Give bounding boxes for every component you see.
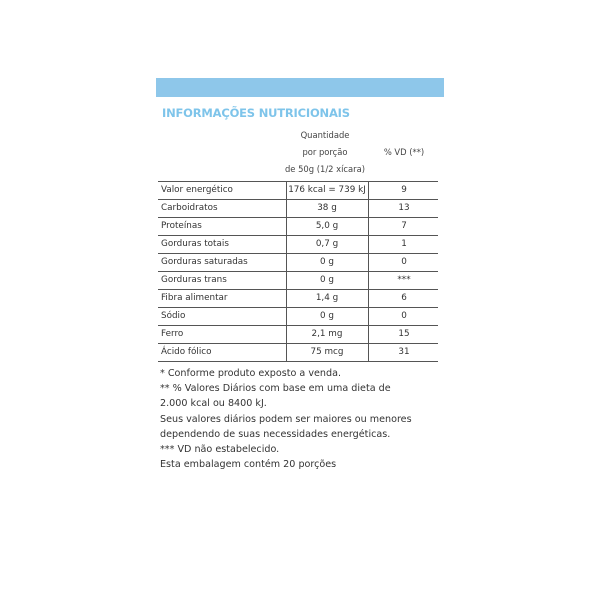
nutrition-table (158, 181, 438, 362)
quantity-header-line: de 50g (1/2 xícara) (284, 164, 366, 174)
nutrient-vd: 31 (398, 347, 410, 357)
table-row (158, 344, 438, 362)
nutrient-quantity: 0 g (320, 275, 334, 285)
nutrient-name: Ferro (161, 329, 184, 339)
nutrient-name: Gorduras trans (161, 275, 227, 285)
nutrient-name: Valor energético (161, 185, 233, 195)
footnote-line: * Conforme produto exposto a venda. (160, 368, 342, 379)
nutrient-name: Gorduras totais (161, 239, 229, 249)
vd-column-header: % VD (**) (383, 147, 425, 157)
nutrient-vd: 0 (401, 257, 407, 267)
table-row (158, 326, 438, 344)
table-row (158, 272, 438, 290)
nutrient-name: Carboidratos (161, 203, 218, 213)
table-row (158, 254, 438, 272)
nutrient-name: Gorduras saturadas (161, 257, 248, 267)
nutrient-quantity: 0 g (320, 311, 334, 321)
nutrient-quantity: 38 g (317, 203, 337, 213)
footnote-line: *** VD não estabelecido. (160, 444, 280, 456)
nutrient-name: Fibra alimentar (161, 293, 228, 303)
footnote-line: Esta embalagem contém 20 porções (160, 459, 337, 471)
header-color-bar (156, 78, 444, 97)
nutrient-name: Proteínas (161, 221, 202, 231)
table-row (158, 200, 438, 218)
table-row (158, 308, 438, 326)
nutrient-name: Ácido fólico (161, 347, 212, 357)
nutrient-vd: 0 (401, 311, 407, 321)
nutrient-quantity: 0,7 g (315, 239, 339, 249)
nutrition-panel (156, 78, 444, 472)
nutrient-quantity: 1,4 g (315, 293, 339, 303)
footnote-line: ** % Valores Diários com base em uma dieta de (160, 383, 391, 395)
quantity-header-line: por porção (302, 147, 348, 157)
table-row (158, 290, 438, 308)
nutrient-quantity: 0 g (320, 257, 334, 267)
nutrient-vd: 9 (401, 185, 407, 195)
table-row (158, 236, 438, 254)
nutrient-vd: 7 (401, 221, 407, 231)
quantity-column-header (284, 127, 366, 178)
footnotes (160, 366, 444, 472)
table-row (158, 182, 438, 200)
nutrient-vd: 15 (398, 329, 410, 339)
nutrient-name: Sódio (161, 311, 186, 321)
nutrient-quantity: 2,1 mg (311, 329, 343, 339)
nutrient-vd: 1 (401, 239, 407, 249)
nutrient-quantity: 75 mcg (310, 347, 344, 357)
nutrient-vd: 13 (398, 203, 410, 213)
footnote-line: dependendo de suas necessidades energéticas. (160, 428, 391, 440)
panel-title: INFORMAÇÕES NUTRICIONAIS (162, 106, 350, 120)
footnote-line: 2.000 kcal ou 8400 kJ. (160, 398, 267, 410)
nutrient-quantity: 176 kcal = 739 kJ (288, 185, 366, 195)
nutrient-quantity: 5,0 g (315, 221, 339, 231)
column-headers (156, 123, 444, 181)
nutrient-vd: *** (397, 275, 411, 285)
table-row (158, 218, 438, 236)
footnote-line: Seus valores diários podem ser maiores ou menores (160, 413, 412, 425)
quantity-header-line: Quantidade (300, 130, 350, 140)
nutrient-vd: 6 (401, 293, 407, 303)
